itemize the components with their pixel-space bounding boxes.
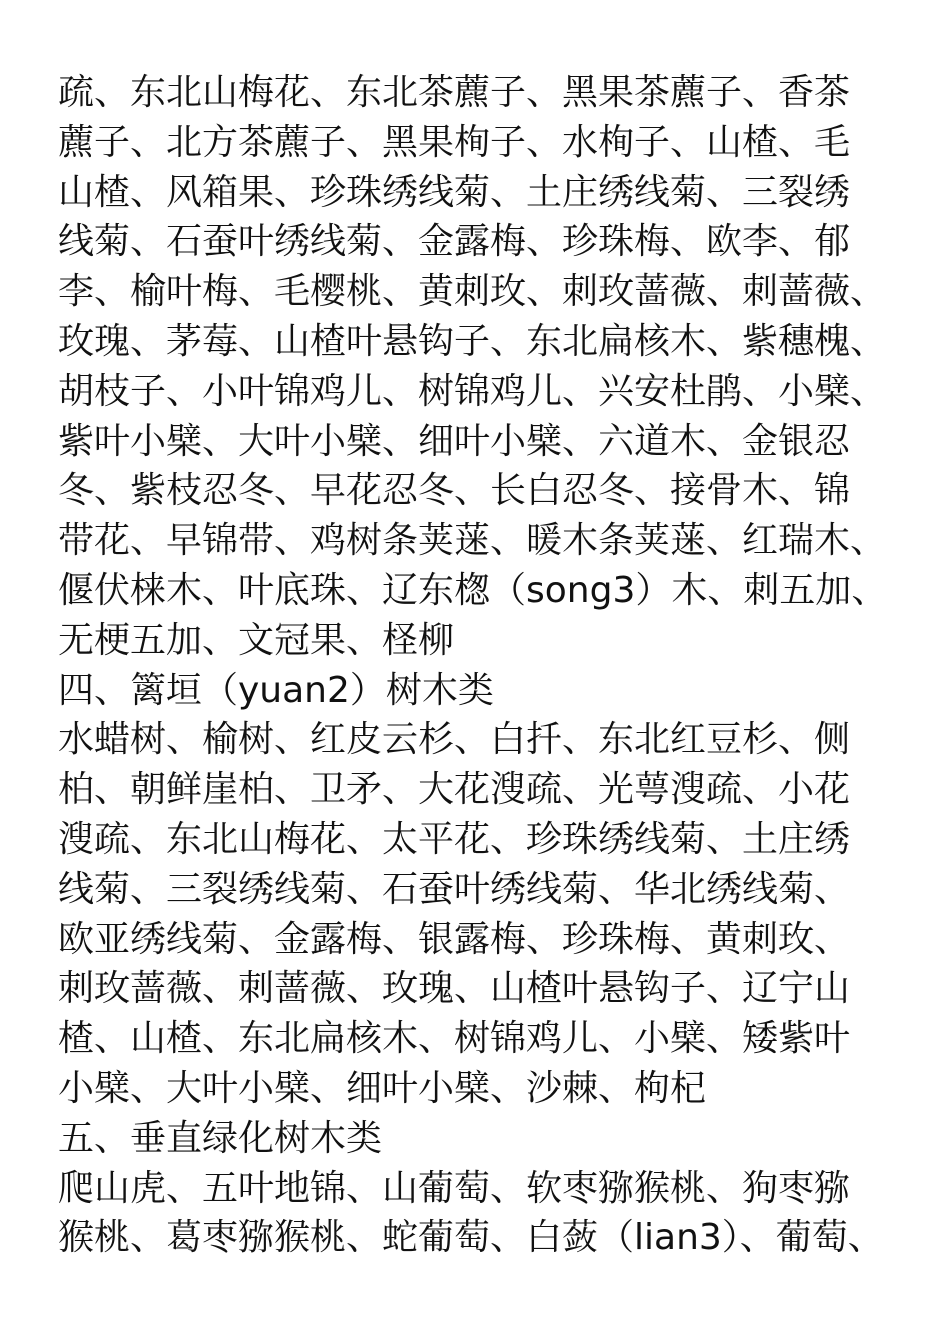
section-heading: 四、篱垣（yuan2）树木类 bbox=[58, 669, 494, 711]
text-line: 无梗五加、文冠果、柽柳 bbox=[58, 619, 455, 661]
text-line: 溲疏、东北山梅花、太平花、珍珠绣线菊、土庄绣 bbox=[58, 818, 851, 860]
text-line: 欧亚绣线菊、金露梅、银露梅、珍珠梅、黄刺玫、 bbox=[58, 918, 851, 960]
text-line: 偃伏梾木、叶底珠、辽东楤（song3）木、刺五加、 bbox=[58, 569, 888, 611]
text-line: 楂、山楂、东北扁核木、树锦鸡儿、小檗、矮紫叶 bbox=[58, 1018, 851, 1060]
text-line: 疏、东北山梅花、东北茶藨子、黑果茶藨子、香茶 bbox=[58, 72, 851, 113]
text-line: 藨子、北方茶藨子、黑果栒子、水栒子、山楂、毛 bbox=[58, 121, 851, 163]
text-line: 李、榆叶梅、毛樱桃、黄刺玫、刺玫蔷薇、刺蔷薇、 bbox=[58, 271, 887, 313]
body-text bbox=[58, 68, 898, 1263]
text-line: 猴桃、葛枣猕猴桃、蛇葡萄、白蔹（lian3）、葡萄、 bbox=[58, 1217, 884, 1259]
text-line: 线菊、三裂绣线菊、石蚕叶绣线菊、华北绣线菊、 bbox=[58, 868, 851, 910]
text-line: 爬山虎、五叶地锦、山葡萄、软枣猕猴桃、狗枣猕 bbox=[58, 1167, 851, 1209]
text-line: 柏、朝鲜崖柏、卫矛、大花溲疏、光萼溲疏、小花 bbox=[58, 769, 851, 811]
text-line: 玫瑰、茅莓、山楂叶悬钩子、东北扁核木、紫穗槐、 bbox=[58, 320, 887, 362]
section-heading: 五、垂直绿化树木类 bbox=[58, 1117, 383, 1159]
text-line: 小檗、大叶小檗、细叶小檗、沙棘、枸杞 bbox=[58, 1067, 707, 1109]
text-line: 刺玫蔷薇、刺蔷薇、玫瑰、山楂叶悬钩子、辽宁山 bbox=[58, 968, 851, 1010]
text-line: 紫叶小檗、大叶小檗、细叶小檗、六道木、金银忍 bbox=[58, 420, 851, 462]
text-line: 水蜡树、榆树、红皮云杉、白扦、东北红豆杉、侧 bbox=[58, 719, 851, 761]
text-line: 冬、紫枝忍冬、早花忍冬、长白忍冬、接骨木、锦 bbox=[58, 470, 851, 512]
text-line: 胡枝子、小叶锦鸡儿、树锦鸡儿、兴安杜鹃、小檗、 bbox=[58, 370, 887, 412]
text-line: 山楂、风箱果、珍珠绣线菊、土庄绣线菊、三裂绣 bbox=[58, 171, 851, 213]
text-line: 线菊、石蚕叶绣线菊、金露梅、珍珠梅、欧李、郁 bbox=[58, 221, 851, 263]
text-line: 带花、早锦带、鸡树条荚蒾、暖木条荚蒾、红瑞木、 bbox=[58, 520, 887, 562]
